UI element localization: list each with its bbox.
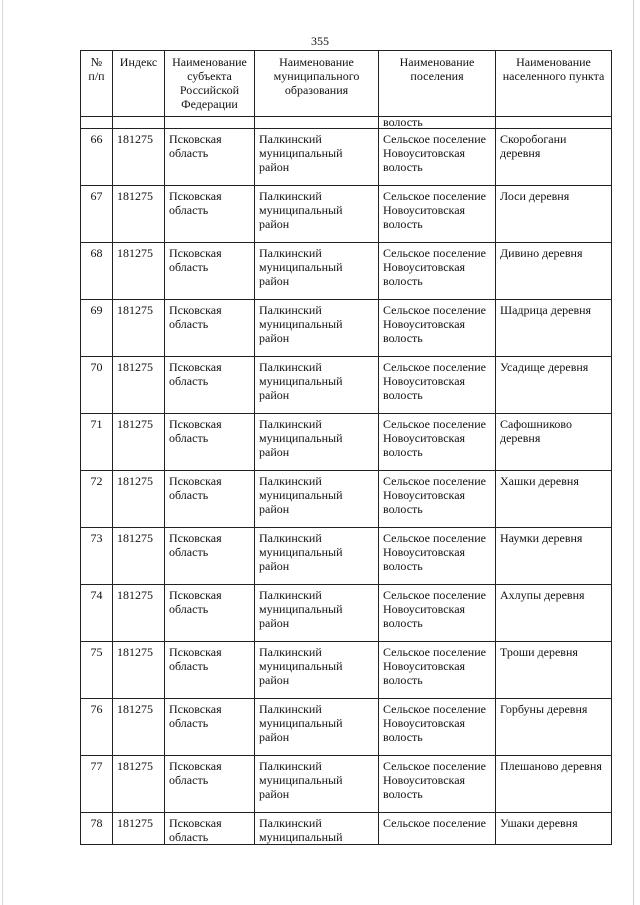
table-header-row: [81, 51, 612, 117]
table-row: [81, 642, 612, 699]
settlements-table: [80, 50, 612, 845]
continuation-settlement: волость: [379, 117, 496, 129]
cell-locality: Ахлупы деревня: [496, 585, 612, 642]
cell-num: 76: [81, 699, 113, 756]
cell-locality: Плешаново деревня: [496, 756, 612, 813]
cell-subject: Псковская область: [165, 528, 255, 585]
cell-index: 181275: [113, 813, 165, 845]
cell-num: 67: [81, 186, 113, 243]
cell-settlement: Сельское поселение Новоуситовская волость: [379, 585, 496, 642]
table-row: [81, 756, 612, 813]
cell-municipal: Палкинский муниципальный район: [255, 585, 379, 642]
cell-municipal: Палкинский муниципальный район: [255, 129, 379, 186]
cell-locality: Хашки деревня: [496, 471, 612, 528]
table-row: [81, 528, 612, 585]
cell-locality: Усадище деревня: [496, 357, 612, 414]
cell-municipal: Палкинский муниципальный район: [255, 300, 379, 357]
header-settlement: Наименование поселения: [379, 51, 496, 117]
table-row: [81, 813, 612, 845]
cell-empty: [496, 117, 612, 129]
cell-locality: Шадрица деревня: [496, 300, 612, 357]
cell-subject: Псковская область: [165, 756, 255, 813]
cell-municipal: Палкинский муниципальный район: [255, 414, 379, 471]
table-row: [81, 699, 612, 756]
cell-index: 181275: [113, 756, 165, 813]
cell-subject: Псковская область: [165, 471, 255, 528]
cell-subject: Псковская область: [165, 357, 255, 414]
header-locality: Наименование населенного пункта: [496, 51, 612, 117]
cell-subject: Псковская область: [165, 243, 255, 300]
cell-subject: Псковская область: [165, 585, 255, 642]
cell-locality: Горбуны деревня: [496, 699, 612, 756]
table-row: [81, 357, 612, 414]
cell-subject: Псковская область: [165, 300, 255, 357]
cell-num: 66: [81, 129, 113, 186]
cell-settlement: Сельское поселение Новоуситовская волость: [379, 357, 496, 414]
cell-num: 73: [81, 528, 113, 585]
cell-settlement: Сельское поселение Новоуситовская волость: [379, 642, 496, 699]
table-row: [81, 243, 612, 300]
table-row: [81, 129, 612, 186]
cell-num: 72: [81, 471, 113, 528]
cell-num: 77: [81, 756, 113, 813]
header-municipal: Наименование муниципального образования: [255, 51, 379, 117]
cell-empty: [81, 117, 113, 129]
cell-locality: Дивино деревня: [496, 243, 612, 300]
cell-num: 68: [81, 243, 113, 300]
cell-subject: Псковская область: [165, 699, 255, 756]
cell-locality: Ушаки деревня: [496, 813, 612, 845]
table-row: [81, 186, 612, 243]
cell-locality: Наумки деревня: [496, 528, 612, 585]
cell-index: 181275: [113, 471, 165, 528]
cell-municipal: Палкинский муниципальный район: [255, 756, 379, 813]
cell-empty: [165, 117, 255, 129]
cell-locality: Троши деревня: [496, 642, 612, 699]
cell-municipal: Палкинский муниципальный район: [255, 471, 379, 528]
cell-settlement: Сельское поселение Новоуситовская волость: [379, 414, 496, 471]
cell-settlement: Сельское поселение Новоуситовская волость: [379, 756, 496, 813]
cell-index: 181275: [113, 414, 165, 471]
cell-settlement: Сельское поселение: [379, 813, 496, 845]
cell-index: 181275: [113, 129, 165, 186]
cell-settlement: Сельское поселение Новоуситовская волость: [379, 471, 496, 528]
cell-settlement: Сельское поселение Новоуситовская волость: [379, 528, 496, 585]
header-index: Индекс: [113, 51, 165, 117]
table-row: [81, 300, 612, 357]
header-num: № п/п: [81, 51, 113, 117]
cell-locality: Лоси деревня: [496, 186, 612, 243]
table-row: [81, 414, 612, 471]
cell-subject: Псковская область: [165, 642, 255, 699]
cell-municipal: Палкинский муниципальный район: [255, 642, 379, 699]
page-number: 355: [311, 34, 329, 48]
cell-index: 181275: [113, 528, 165, 585]
cell-municipal: Палкинский муниципальный район: [255, 357, 379, 414]
cell-settlement: Сельское поселение Новоуситовская волость: [379, 186, 496, 243]
cell-num: 69: [81, 300, 113, 357]
scan-edge-right: [633, 0, 634, 905]
cell-num: 70: [81, 357, 113, 414]
cell-subject: Псковская область: [165, 186, 255, 243]
cell-index: 181275: [113, 357, 165, 414]
table-row: [81, 585, 612, 642]
cell-num: 71: [81, 414, 113, 471]
cell-index: 181275: [113, 699, 165, 756]
header-subject: Наименование субъекта Российской Федерации: [165, 51, 255, 117]
cell-empty: [113, 117, 165, 129]
cell-index: 181275: [113, 585, 165, 642]
cell-settlement: Сельское поселение Новоуситовская волость: [379, 129, 496, 186]
cell-empty: [255, 117, 379, 129]
cell-num: 78: [81, 813, 113, 845]
cell-municipal: Палкинский муниципальный район: [255, 243, 379, 300]
cell-municipal: Палкинский муниципальный район: [255, 186, 379, 243]
cell-num: 74: [81, 585, 113, 642]
cell-municipal: Палкинский муниципальный район: [255, 699, 379, 756]
cell-locality: Скоробогани деревня: [496, 129, 612, 186]
cell-locality: Сафошниково деревня: [496, 414, 612, 471]
cell-subject: Псковская область: [165, 813, 255, 845]
cell-subject: Псковская область: [165, 414, 255, 471]
cell-municipal: Палкинский муниципальный район: [255, 528, 379, 585]
cell-subject: Псковская область: [165, 129, 255, 186]
cell-num: 75: [81, 642, 113, 699]
cell-settlement: Сельское поселение Новоуситовская волость: [379, 243, 496, 300]
cell-index: 181275: [113, 300, 165, 357]
cell-settlement: Сельское поселение Новоуситовская волость: [379, 300, 496, 357]
cell-index: 181275: [113, 642, 165, 699]
cell-index: 181275: [113, 186, 165, 243]
continuation-row: [81, 117, 612, 129]
cell-index: 181275: [113, 243, 165, 300]
table-row: [81, 471, 612, 528]
cell-settlement: Сельское поселение Новоуситовская волость: [379, 699, 496, 756]
cell-municipal: Палкинский муниципальный: [255, 813, 379, 845]
scan-edge-left: [2, 0, 3, 905]
